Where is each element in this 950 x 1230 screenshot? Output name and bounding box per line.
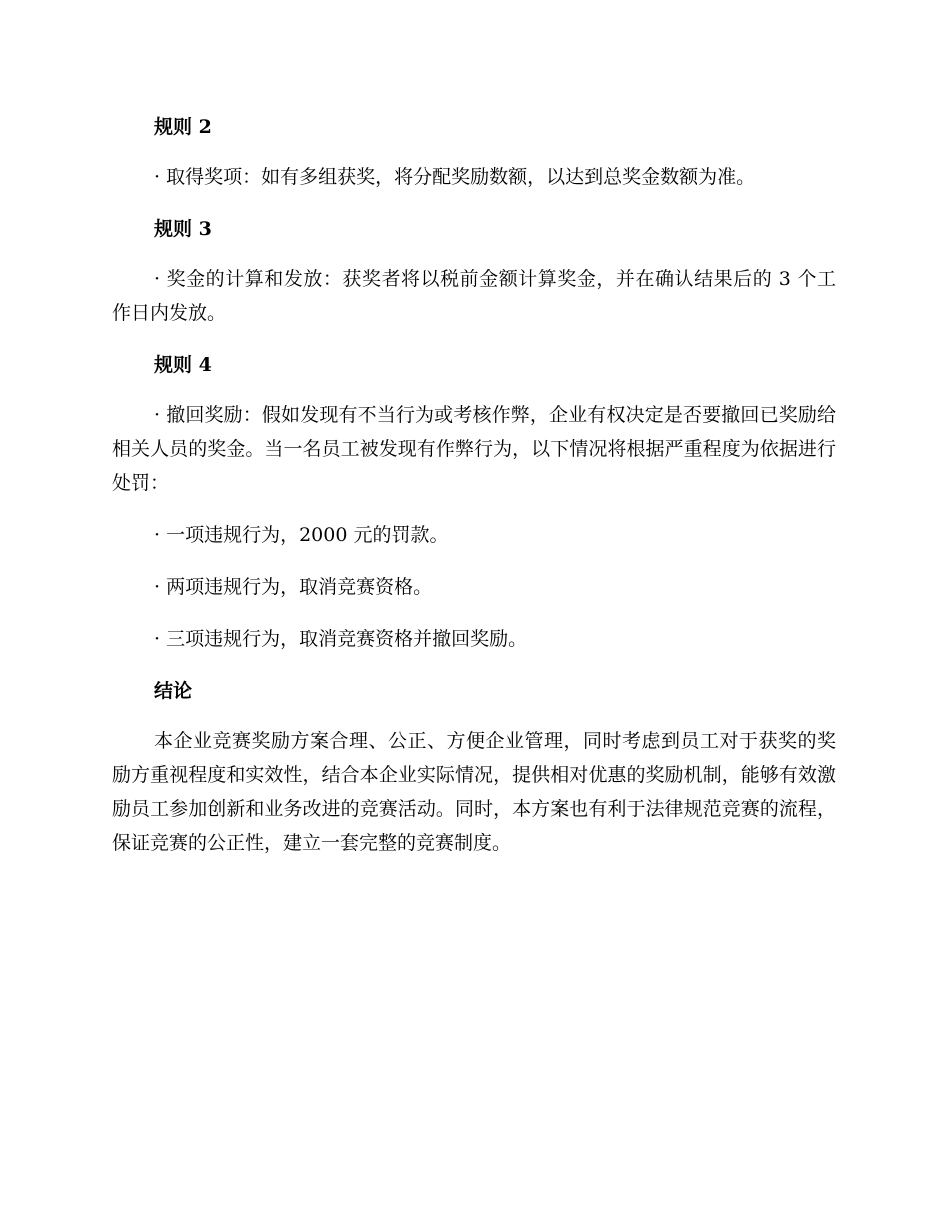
penalty-item-1: · 一项违规行为，2000 元的罚款。 (154, 524, 449, 546)
section-heading-rule-4: 规则 4 (154, 354, 212, 376)
rule-3-paragraph: · 奖金的计算和发放：获奖者将以税前金额计算奖金，并在确认结果后的 3 个工作日内发放。 (112, 268, 836, 324)
section-heading-rule-2: 规则 2 (154, 116, 212, 138)
rule-4-paragraph: · 撤回奖励：假如发现有不当行为或考核作弊，企业有权决定是否要撤回已奖励给相关人员的奖金。当一名员工被发现有作弊行为，以下情况将根据严重程度为依据进行处罚： (112, 404, 836, 494)
document-body (112, 110, 836, 878)
section-heading-conclusion: 结论 (154, 680, 193, 702)
conclusion-paragraph: 本企业竞赛奖励方案合理、公正、方便企业管理，同时考虑到员工对于获奖的奖励方重视程度和实效性，结合本企业实际情况，提供相对优惠的奖励机制，能够有效激励员工参加创新和业务改进的竞赛活动。同时，本方案也有利于法律规范竞赛的流程，保证竞赛的公正性，建立一套完整的竞赛制度。 (112, 730, 836, 854)
rule-2-paragraph: · 取得奖项：如有多组获奖，将分配奖励数额，以达到总奖金数额为准。 (154, 166, 756, 188)
penalty-item-3: · 三项违规行为，取消竞赛资格并撤回奖励。 (154, 628, 528, 650)
penalty-item-2: · 两项违规行为，取消竞赛资格。 (154, 576, 433, 598)
section-heading-rule-3: 规则 3 (154, 218, 212, 240)
